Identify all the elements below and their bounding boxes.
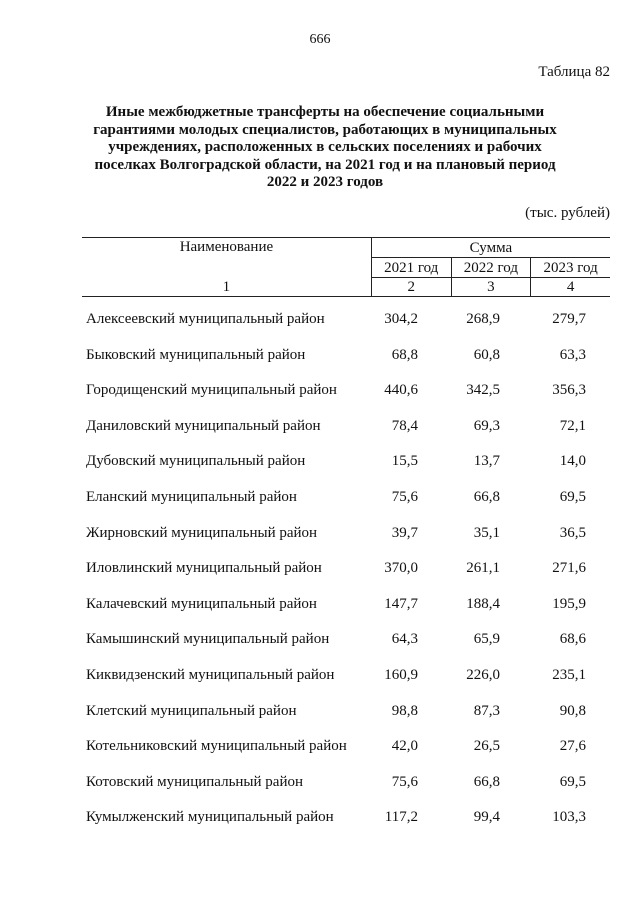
table-row [0,519,640,555]
table-row [0,732,640,768]
value-2022: 60,8 [473,346,500,363]
value-2021: 98,8 [391,702,418,719]
value-2022: 261,1 [466,560,500,577]
column-number-4: 4 [531,278,610,297]
column-number-2: 2 [371,278,451,297]
page-number: 666 [309,32,331,47]
value-2021: 78,4 [391,417,418,434]
district-name: Калачевский муниципальный район [86,595,317,612]
value-2023: 195,9 [552,595,586,612]
value-2023: 72,1 [559,417,586,434]
district-name: Иловлинский муниципальный район [86,560,322,577]
value-2023: 103,3 [552,809,586,826]
value-2022: 268,9 [466,311,500,327]
value-2023: 36,5 [559,524,586,541]
table-header [82,237,610,297]
district-name: Камышинский муниципальный район [86,631,330,648]
table-row [0,697,640,733]
value-2021: 75,6 [391,488,418,505]
table-row [0,803,640,839]
value-2021: 304,2 [384,311,418,327]
value-2021: 117,2 [384,809,418,826]
table-body [0,305,640,839]
table-row [0,483,640,519]
value-2023: 27,6 [559,738,586,755]
value-2021: 64,3 [391,631,418,648]
value-2023: 69,5 [559,488,586,505]
value-2023: 356,3 [552,382,586,399]
document-title: Иные межбюджетные трансферты на обеспечение социальными гарантиями молодых специалистов, работающих в муниципальных учреждениях, расположенных в сельских поселениях и рабочих поселках Волгоградской области, на 2021 год и на плановый период 2022 и 2023 годов [93,104,557,190]
table-row [0,768,640,804]
value-2022: 87,3 [473,702,500,719]
value-2022: 66,8 [473,488,500,505]
value-2021: 68,8 [391,346,418,363]
value-2023: 90,8 [559,702,586,719]
value-2023: 14,0 [559,453,586,470]
value-2021: 15,5 [391,453,418,470]
header-year-2021: 2021 год [371,258,451,278]
district-name: Котовский муниципальный район [86,773,304,790]
district-name: Жирновский муниципальный район [86,524,318,541]
value-2021: 42,0 [391,738,418,755]
header-name: Наименование [82,238,371,278]
value-2022: 99,4 [473,809,500,826]
value-2023: 63,3 [559,346,586,363]
value-2022: 26,5 [473,738,500,755]
district-name: Городищенский муниципальный район [86,382,337,399]
value-2021: 440,6 [384,382,418,399]
value-2022: 66,8 [473,773,500,790]
units-label: (тыс. рублей) [525,205,610,221]
value-2022: 35,1 [473,524,500,541]
district-name: Еланский муниципальный район [86,488,297,505]
column-number-3: 3 [451,278,531,297]
header-sum: Сумма [371,238,610,258]
value-2023: 69,5 [559,773,586,790]
table-row [0,625,640,661]
value-2022: 342,5 [466,382,500,399]
value-2021: 370,0 [384,560,418,577]
header-year-2022: 2022 год [451,258,531,278]
value-2021: 147,7 [384,595,418,612]
table-row [0,447,640,483]
table-row [0,305,640,341]
district-name: Кумылженский муниципальный район [86,809,334,826]
value-2022: 65,9 [473,631,500,648]
table-row [0,661,640,697]
value-2022: 13,7 [473,453,500,470]
table-row [0,590,640,626]
district-name: Клетский муниципальный район [86,702,297,719]
district-name: Котельниковский муниципальный район [86,738,347,755]
district-name: Быковский муниципальный район [86,346,306,363]
header-year-2023: 2023 год [531,258,610,278]
value-2021: 75,6 [391,773,418,790]
district-name: Киквидзенский муниципальный район [86,666,335,683]
table-row [0,412,640,448]
district-name: Даниловский муниципальный район [86,417,321,434]
value-2023: 271,6 [552,560,586,577]
table-label: Таблица 82 [538,64,610,80]
value-2023: 279,7 [552,311,586,327]
value-2022: 69,3 [473,417,500,434]
value-2021: 39,7 [391,524,418,541]
value-2023: 68,6 [559,631,586,648]
value-2021: 160,9 [384,666,418,683]
value-2022: 188,4 [466,595,500,612]
column-number-1: 1 [82,278,371,297]
table-row [0,376,640,412]
district-name: Дубовский муниципальный район [86,453,306,470]
value-2023: 235,1 [552,666,586,683]
value-2022: 226,0 [466,666,500,683]
district-name: Алексеевский муниципальный район [86,311,325,327]
table-row [0,554,640,590]
table-row [0,341,640,377]
